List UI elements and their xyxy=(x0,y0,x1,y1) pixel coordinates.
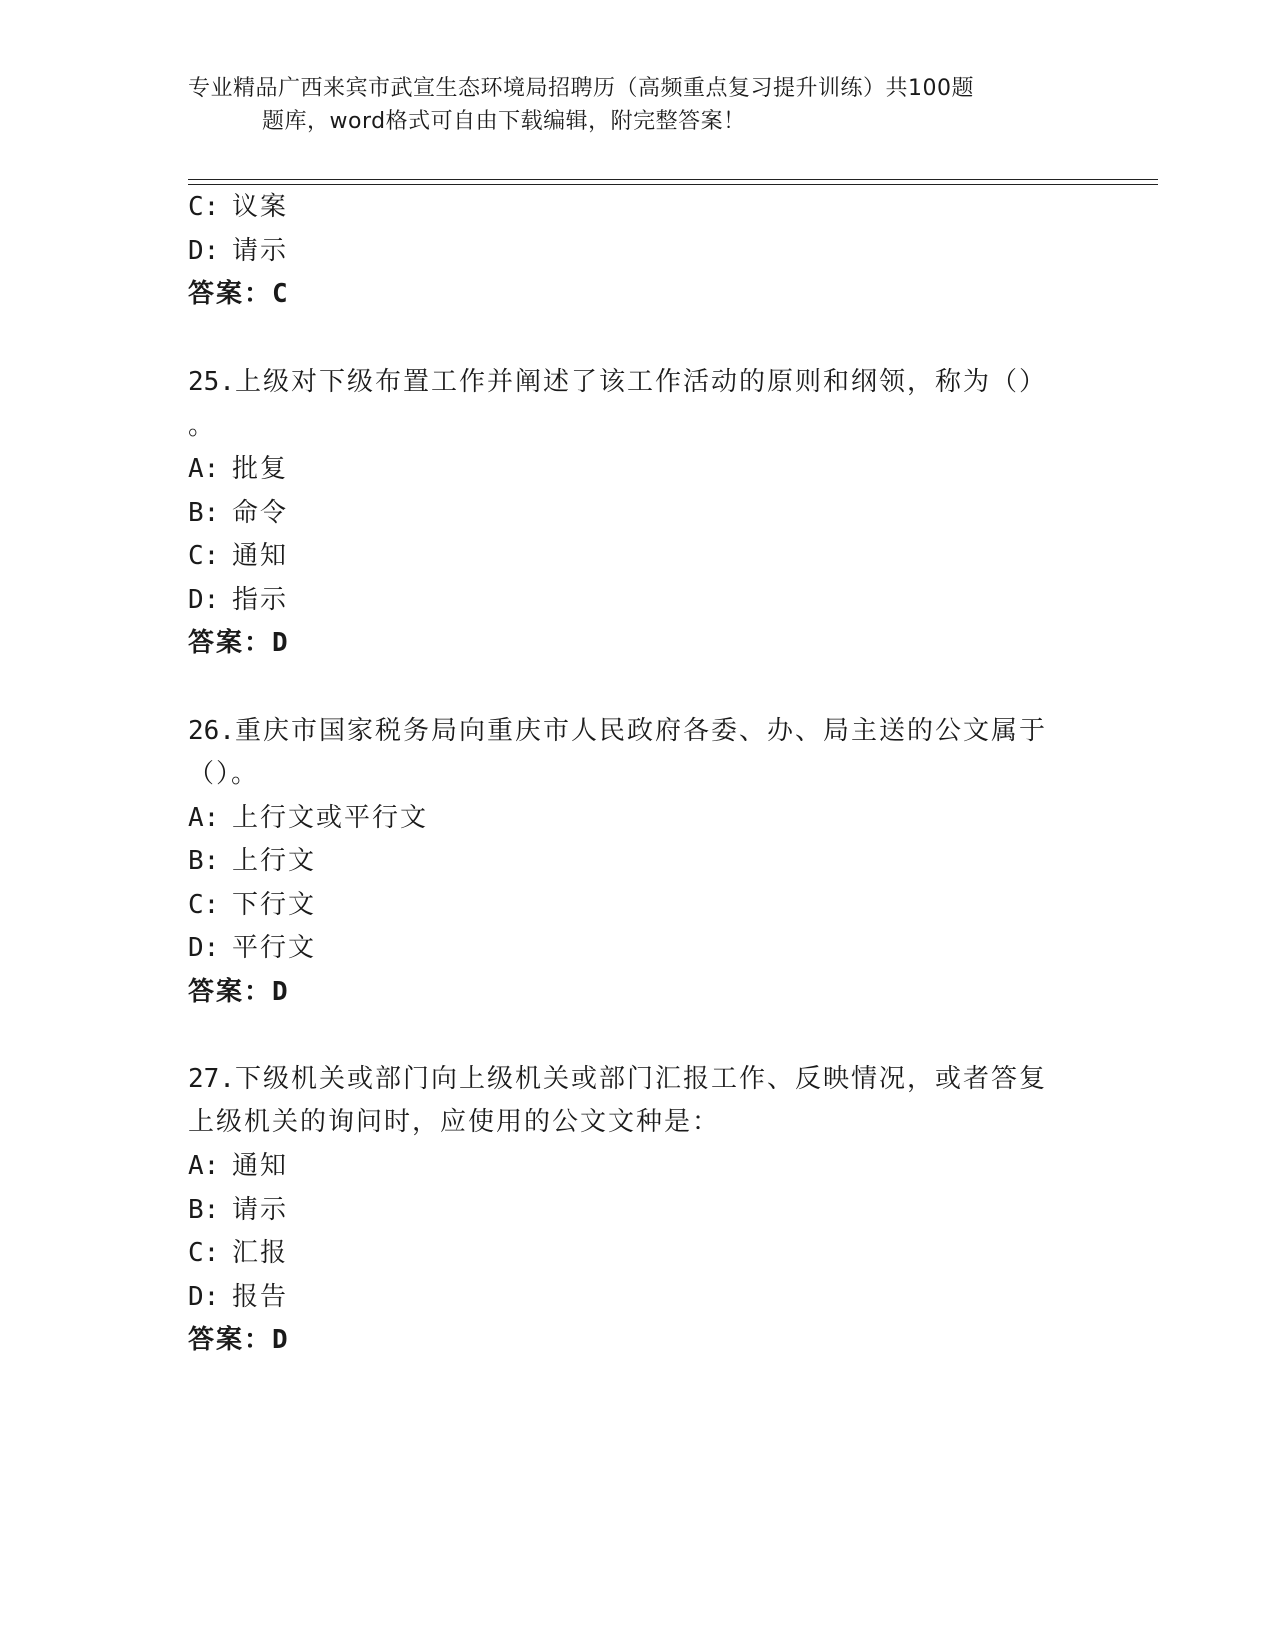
q27-answer: 答案：D xyxy=(188,1325,288,1355)
q26-option-c: C: 下行文 xyxy=(188,890,317,920)
q27-option-c: C: 汇报 xyxy=(188,1238,289,1268)
q26-text-line2: （）。 xyxy=(188,759,260,789)
header-title-line2: 题库，word格式可自由下载编辑，附完整答案！ xyxy=(262,109,746,134)
prev-option-d: D: 请示 xyxy=(188,236,289,266)
q27-text-line1: 27.下级机关或部门向上级机关或部门汇报工作、反映情况，或者答复 xyxy=(188,1064,1047,1094)
q25-text-line2: 。 xyxy=(188,411,217,441)
header-rule-top xyxy=(188,179,1158,180)
q26-option-b: B: 上行文 xyxy=(188,846,317,876)
q26-option-d: D: 平行文 xyxy=(188,933,317,963)
q27-option-b: B: 请示 xyxy=(188,1195,289,1225)
q25-option-d: D: 指示 xyxy=(188,585,289,615)
prev-option-c: C: 议案 xyxy=(188,192,289,222)
q27-option-d: D: 报告 xyxy=(188,1282,289,1312)
q27-option-a: A: 通知 xyxy=(188,1151,289,1181)
q26-text-line1: 26.重庆市国家税务局向重庆市人民政府各委、办、局主送的公文属于 xyxy=(188,716,1047,746)
q26-option-a: A: 上行文或平行文 xyxy=(188,803,429,833)
page-header xyxy=(188,72,1088,138)
q25-option-b: B: 命令 xyxy=(188,498,289,528)
q25-option-a: A: 批复 xyxy=(188,454,289,484)
q25-option-c: C: 通知 xyxy=(188,541,289,571)
header-title-line1: 专业精品广西来宾市武宣生态环境局招聘历（高频重点复习提升训练）共100题 xyxy=(188,76,974,101)
header-rule-bottom xyxy=(188,184,1158,185)
q27-text-line2: 上级机关的询问时，应使用的公文文种是： xyxy=(188,1107,721,1137)
q25-text-line1: 25.上级对下级布置工作并阐述了该工作活动的原则和纲领，称为（） xyxy=(188,367,1047,397)
prev-answer: 答案：C xyxy=(188,279,288,309)
q26-answer: 答案：D xyxy=(188,977,288,1007)
q25-answer: 答案：D xyxy=(188,628,288,658)
